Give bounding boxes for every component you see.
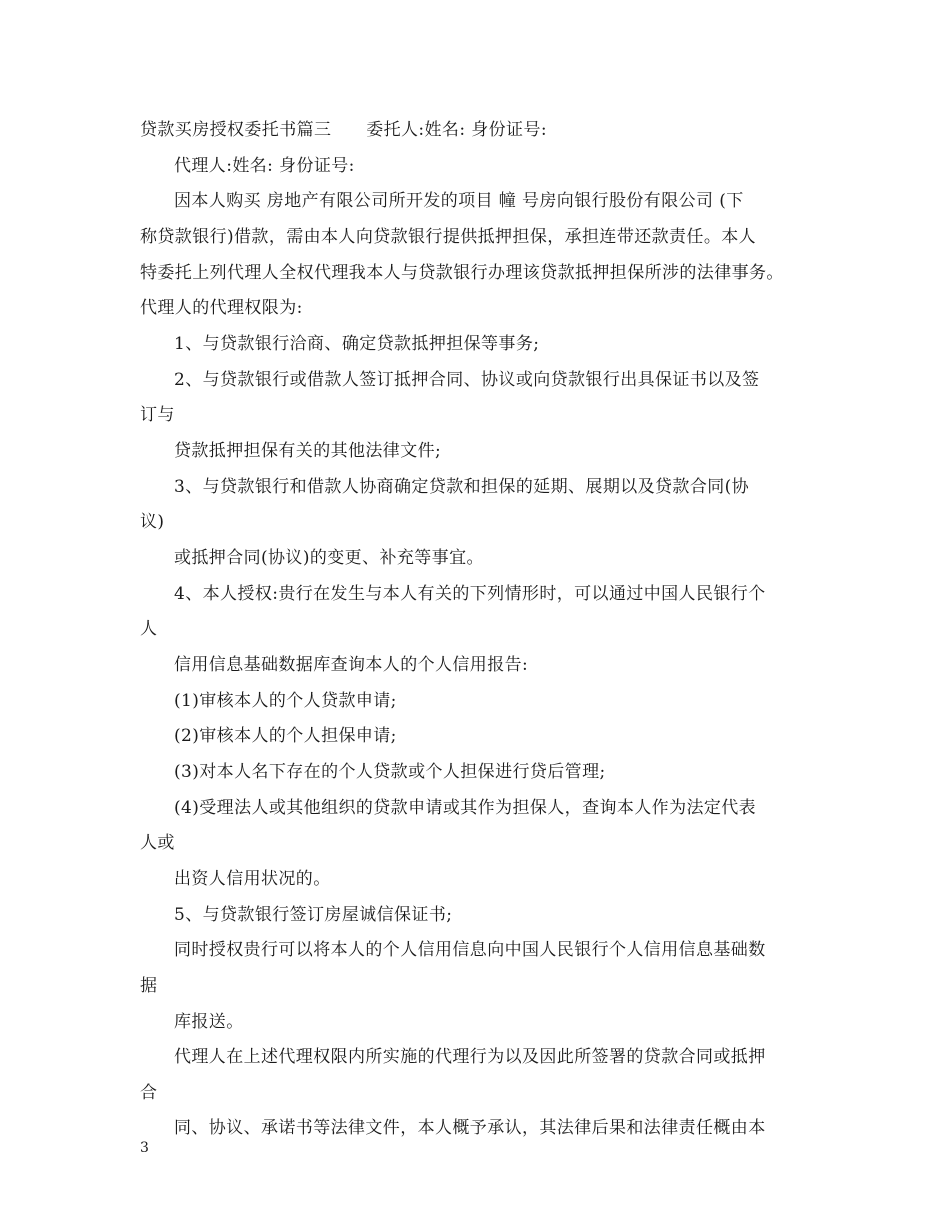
text-line-item-1: 1、与贷款银行洽商、确定贷款抵押担保等事务;: [174, 334, 540, 354]
text-line: 出资人信用状况的。: [174, 869, 331, 889]
text-line: 因本人购买 房地产有限公司所开发的项目 幢 号房向银行股份有限公司 (下: [174, 191, 744, 211]
text-line-agent: 代理人:姓名: 身份证号:: [174, 156, 355, 176]
text-line: 人或: [140, 833, 175, 853]
text-line-sub-4: (4)受理法人或其他组织的贷款申请或其作为担保人，查询本人作为法定代表: [174, 798, 757, 818]
text-line: 特委托上列代理人全权代理我本人与贷款银行办理该贷款抵押担保所涉的法律事务。: [140, 263, 784, 283]
text-line-sub-3: (3)对本人名下存在的个人贷款或个人担保进行贷后管理;: [174, 762, 606, 782]
text-line: 代理人的代理权限为:: [140, 298, 303, 318]
page-number: 3: [140, 1140, 149, 1156]
text-line-item-2: 2、与贷款银行或借款人签订抵押合同、协议或向贷款银行出具保证书以及签: [174, 370, 760, 390]
text-line-item-4: 4、本人授权:贵行在发生与本人有关的下列情形时，可以通过中国人民银行个: [174, 584, 766, 604]
text-line: 或抵押合同(协议)的变更、补充等事宜。: [174, 548, 484, 568]
text-line: 同时授权贵行可以将本人的个人信用信息向中国人民银行个人信用信息基础数: [174, 940, 766, 960]
text-line: 订与: [140, 405, 175, 425]
text-line: 人: [140, 619, 158, 639]
text-line-sub-1: (1)审核本人的个人贷款申请;: [174, 691, 397, 711]
text-line: 议): [140, 512, 165, 532]
text-line: 贷款抵押担保有关的其他法律文件;: [174, 441, 442, 461]
text-line: 据: [140, 976, 158, 996]
text-line-item-5: 5、与贷款银行签订房屋诚信保证书;: [174, 905, 453, 925]
text-line: 称贷款银行)借款，需由本人向贷款银行提供抵押担保，承担连带还款责任。本人: [140, 227, 757, 247]
text-line: 合: [140, 1083, 158, 1103]
text-line-item-3: 3、与贷款银行和借款人协商确定贷款和担保的延期、展期以及贷款合同(协: [174, 477, 750, 497]
text-line: 代理人在上述代理权限内所实施的代理行为以及因此所签署的贷款合同或抵押: [174, 1047, 766, 1067]
text-line-sub-2: (2)审核本人的个人担保申请;: [174, 726, 397, 746]
text-line-title: 贷款买房授权委托书篇三 委托人:姓名: 身份证号:: [140, 120, 547, 140]
text-line: 信用信息基础数据库查询本人的个人信用报告:: [174, 655, 529, 675]
text-line: 库报送。: [174, 1012, 244, 1032]
text-line: 同、协议、承诺书等法律文件，本人概予承认，其法律后果和法律责任概由本: [174, 1118, 766, 1138]
